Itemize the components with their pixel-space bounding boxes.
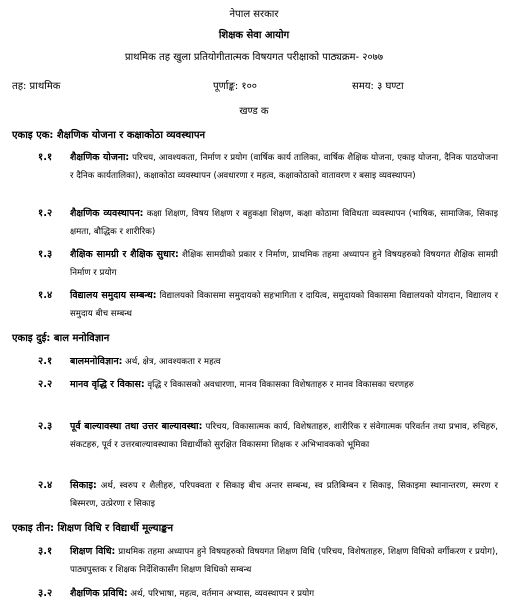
- unit-heading: एकाइ एक: शैक्षणिक योजना र कक्षाकोठा व्यवस्थापन: [12, 130, 206, 141]
- topic-text: वृद्धि र विकासको अवधारणा, मानव विकासका विशेषताहरु र मानव विकासका चरणहरु: [147, 380, 414, 390]
- topic-number: २.२: [38, 379, 53, 390]
- topic-title: पूर्व बाल्यावस्था तथा उत्तर बाल्यावस्था:: [70, 421, 203, 432]
- topic-number: २.३: [38, 421, 53, 432]
- unit-heading: एकाइ दुई: बाल मनोविज्ञान: [12, 333, 110, 344]
- topic-number: ३.१: [38, 546, 53, 557]
- topic-title: शैक्षणिक योजना:: [70, 152, 130, 163]
- topic-title: शैक्षिक सामग्री र शैक्षिक सुधार:: [70, 249, 179, 260]
- topic-title: शिक्षण विधि:: [70, 546, 116, 557]
- topic-text: प्राथमिक तहमा अध्यापन हुने विषयहरुको विषयगत शिक्षण विधि (परिचय, विशेषताहरु, शिक्षण विधिको वर्गीकरण र प्रयोग), पाठ्यपुस्तक र शिक्षक निर्देशिकासँग शिक्षण विधिको सम्बन्ध: [70, 547, 498, 575]
- topic-number: २.१: [38, 356, 53, 367]
- topic-title: शैक्षणिक व्यवस्थापन:: [70, 208, 144, 219]
- topic-text: अर्थ, परिभाषा, महत्व, वर्तमान अभ्यास, व्यवस्थापन र प्रयोग: [130, 589, 315, 599]
- header-commission: शिक्षक सेवा आयोग: [218, 30, 290, 41]
- topic-number: १.२: [38, 208, 53, 219]
- topic-number: २.४: [38, 480, 53, 491]
- topic-text: अर्थ, स्वरुप र शैलीहरु, परिपक्वता र सिकाइ बीच अन्तर सम्बन्ध, स्व प्रतिबिम्बन र सिकाइ, सिकाइमा स्थानान्तरण, स्मरण र बिस्मरण, उत्प्रेरणा र सिकाइ: [70, 481, 498, 509]
- topic-text: अर्थ, क्षेत्र, आवश्यकता र महत्व: [125, 357, 221, 367]
- topic-text: शैक्षिक सामग्रीको प्रकार र निर्माण, प्राथमिक तहमा अध्यापन हुने विषयहरुको विषयगत शैक्षिक सामग्री निर्माण र प्रयोग: [70, 250, 498, 278]
- section-title: खण्ड क: [239, 106, 269, 117]
- meta-time: समय: ३ घण्टा: [352, 81, 404, 92]
- unit-heading: एकाइ तीन: शिक्षण विधि र विद्यार्थी मूल्याङ्कन: [12, 523, 174, 534]
- topic-title: सिकाइ:: [70, 480, 97, 491]
- topic-number: १.१: [38, 152, 53, 163]
- meta-full-marks: पूर्णाङ्क: १००: [213, 81, 257, 92]
- topic-number: १.३: [38, 249, 53, 260]
- topic-text: विद्यालयको विकासमा समुदायको सहभागिता र दायित्व, समुदायको विकासमा विद्यालयको योगदान, विद्यालय र समुदाय बीच सम्बन्ध: [70, 291, 498, 319]
- topic-title: शैक्षणिक प्रविधि:: [70, 588, 128, 599]
- topic-number: ३.२: [38, 588, 53, 599]
- header-title: प्राथमिक तह खुला प्रतियोगीतात्मक विषयगत परीक्षाको पाठ्यक्रम- २०७७: [124, 52, 384, 63]
- meta-level: तह: प्राथमिक: [12, 81, 61, 92]
- topic-title: मानव वृद्धि र विकास:: [70, 379, 145, 390]
- topic-text: परिचय, आवश्यकता, निर्माण र प्रयोग (वार्षिक कार्य तालिका, वार्षिक शैक्षिक योजना, एकाइ योजना, दैनिक पाठयोजना र दैनिक कार्यतालिका), कक्षाकोठा व्यवस्थापन (अवधारणा र महत्व, कक्षाकोठाको वातावरण र बसाइ व्यवस्थापन): [70, 153, 498, 181]
- topic-title: बालमनोविज्ञान:: [70, 356, 123, 367]
- topic-text: कक्षा शिक्षण, विषय शिक्षण र बहुकक्षा शिक्षण, कक्षा कोठामा विविधता व्यवस्थापन (भाषिक, सामाजिक, सिकाइ क्षमता, बौद्धिक र शारीरिक): [70, 209, 498, 237]
- topic-text: परिचय, विकासात्मक कार्य, विशेषताहरु, शारीरिक र संवेगात्मक परिवर्तन तथा प्रभाव, रुचिहरु, संकटहरु, पूर्व र उत्तरबाल्यावस्थाका विद्यार्थीको सुरक्षित विकासमा शिक्षक र अभिभावकको भूमिका: [70, 422, 498, 450]
- topic-number: १.४: [38, 290, 53, 301]
- topic-title: विद्यालय समुदाय सम्बन्ध:: [70, 290, 157, 301]
- header-org: नेपाल सरकार: [229, 9, 279, 20]
